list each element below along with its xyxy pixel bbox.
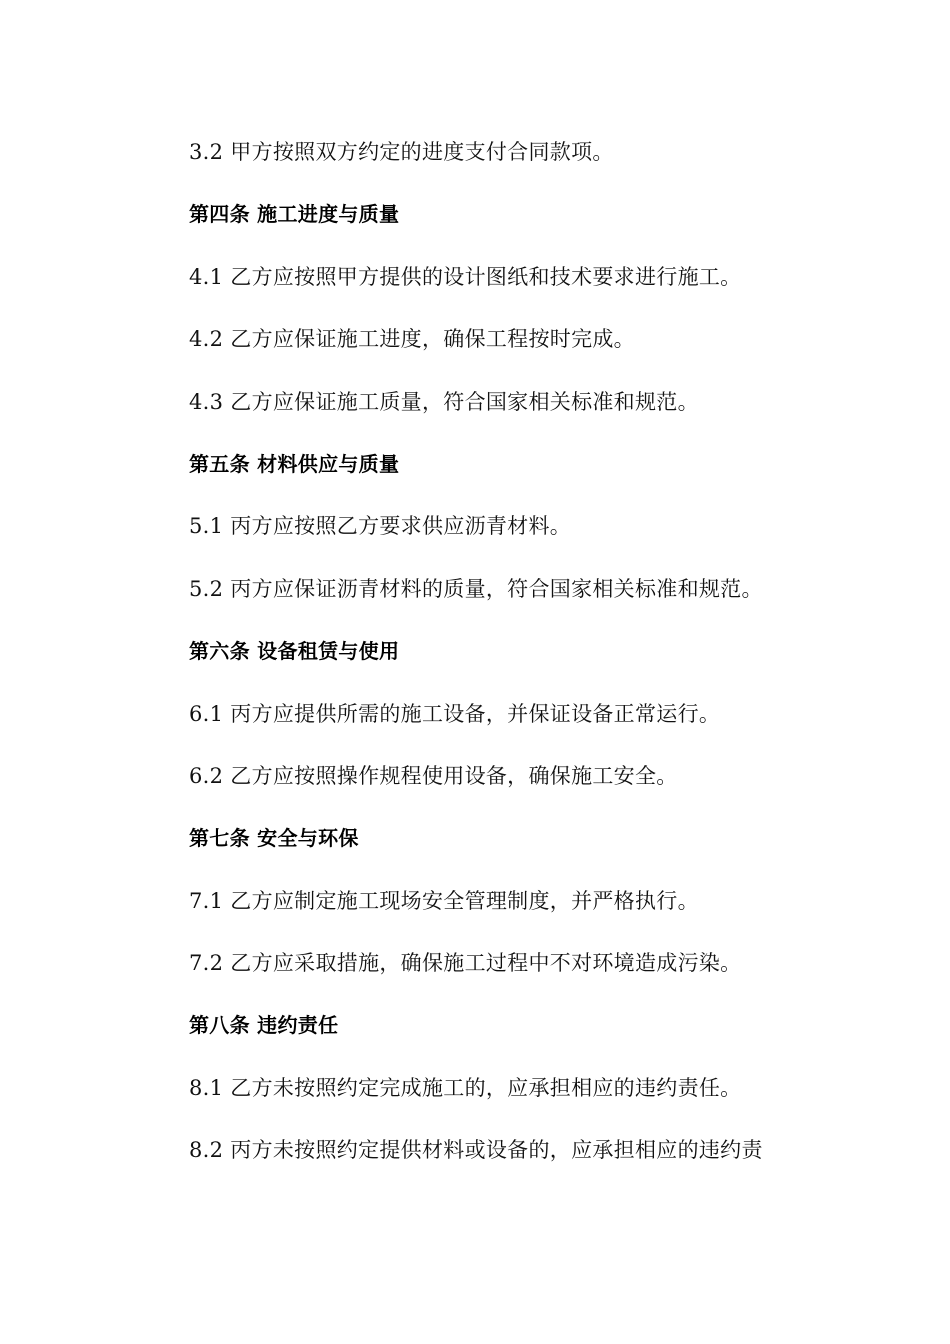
article-5-heading: 第五条 材料供应与质量 [189, 451, 400, 476]
paragraph-8-1: 8.1 乙方未按照约定完成施工的，应承担相应的违约责任。 [189, 1075, 742, 1100]
paragraph-4-1: 4.1 乙方应按照甲方提供的设计图纸和技术要求进行施工。 [189, 264, 742, 289]
paragraph-5-1: 5.1 丙方应按照乙方要求供应沥青材料。 [189, 514, 572, 539]
document-body [189, 133, 829, 1194]
paragraph-7-2: 7.2 乙方应采取措施，确保施工过程中不对环境造成污染。 [189, 951, 742, 976]
article-6-heading: 第六条 设备租赁与使用 [189, 639, 400, 664]
paragraph-4-2: 4.2 乙方应保证施工进度，确保工程按时完成。 [189, 327, 635, 352]
paragraph-6-2: 6.2 乙方应按照操作规程使用设备，确保施工安全。 [189, 763, 678, 788]
paragraph-8-2: 8.2 丙方未按照约定提供材料或设备的，应承担相应的违约责 [189, 1138, 763, 1163]
article-8-heading: 第八条 违约责任 [189, 1013, 339, 1038]
article-7-heading: 第七条 安全与环保 [189, 826, 359, 851]
paragraph-5-2: 5.2 丙方应保证沥青材料的质量，符合国家相关标准和规范。 [189, 576, 763, 601]
paragraph-6-1: 6.1 丙方应提供所需的施工设备，并保证设备正常运行。 [189, 701, 721, 726]
paragraph-7-1: 7.1 乙方应制定施工现场安全管理制度，并严格执行。 [189, 888, 699, 913]
paragraph-4-3: 4.3 乙方应保证施工质量，符合国家相关标准和规范。 [189, 389, 699, 414]
article-4-heading: 第四条 施工进度与质量 [189, 202, 400, 227]
paragraph-3-2: 3.2 甲方按照双方约定的进度支付合同款项。 [189, 140, 614, 164]
